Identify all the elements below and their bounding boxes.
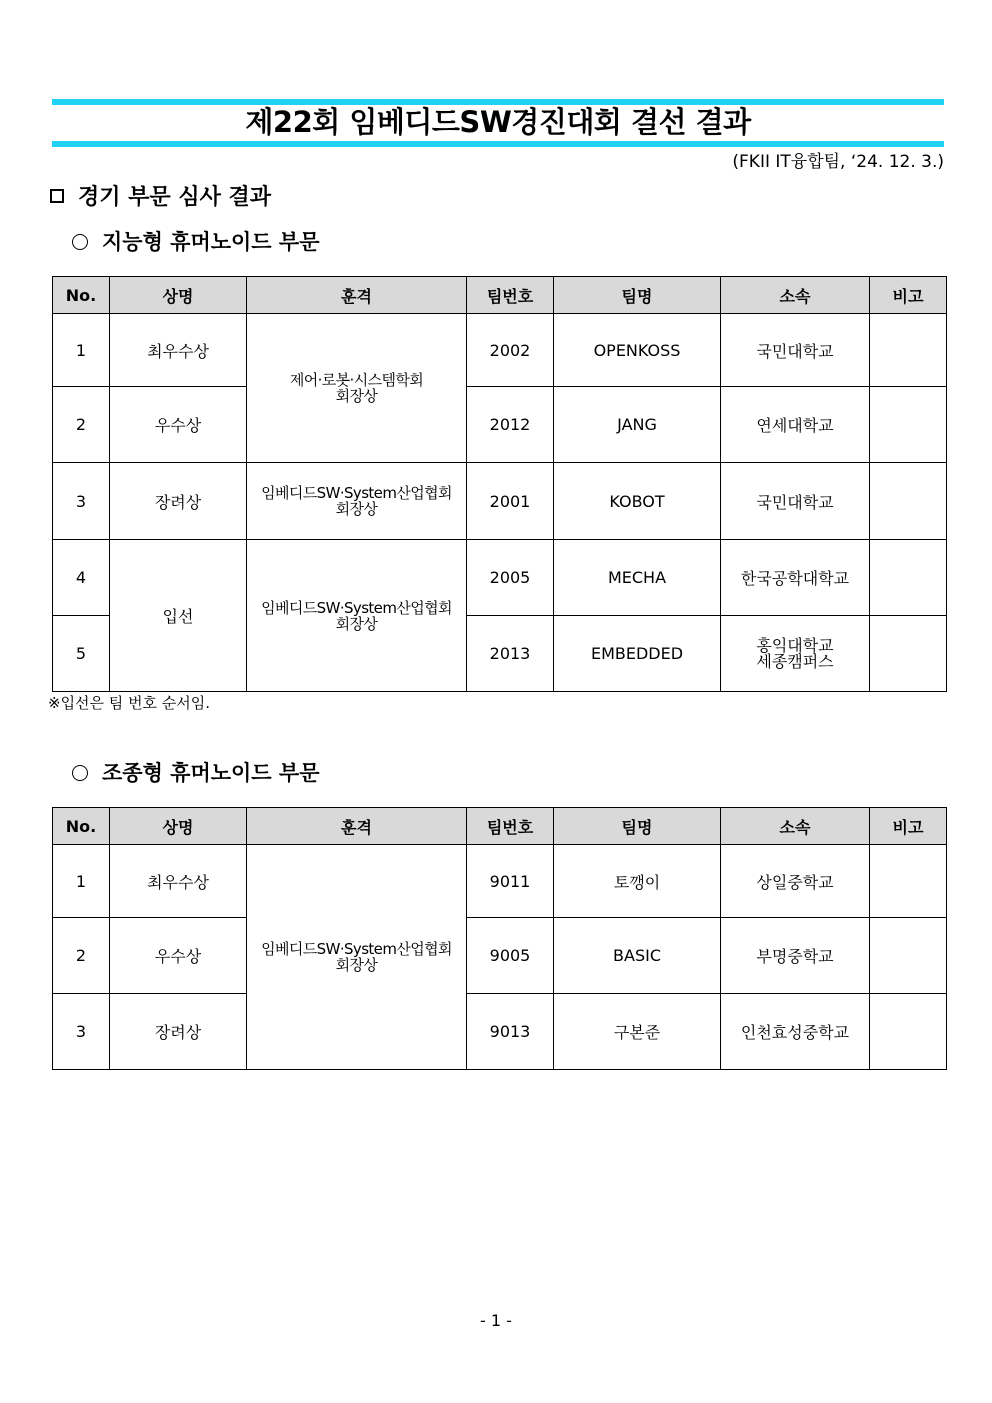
- table-row: [53, 845, 947, 918]
- table-header-row: [53, 808, 947, 845]
- piloted-results-table: [52, 807, 947, 1070]
- header-team-name: 팀명: [554, 808, 721, 845]
- cell-no: 1: [53, 314, 110, 387]
- cell-no: 5: [53, 616, 110, 692]
- intelligent-results-table: [52, 276, 947, 692]
- table-row: [53, 994, 947, 1070]
- header-award-title: 훈격: [247, 808, 467, 845]
- header-award-title: 훈격: [247, 277, 467, 314]
- page-number: - 1 -: [480, 1311, 512, 1330]
- cell-remark: [870, 845, 947, 918]
- cell-team-no: 2002: [467, 314, 554, 387]
- circle-bullet-icon: [72, 234, 88, 250]
- header-team-no: 팀번호: [467, 808, 554, 845]
- award-title-line2: 회장상: [335, 387, 378, 405]
- table-row: [53, 918, 947, 994]
- award-title-line1: 제어·로봇·시스템학회: [289, 371, 424, 389]
- header-award-name: 상명: [110, 277, 247, 314]
- cell-team-name: 구본준: [554, 994, 721, 1070]
- subsection-title: 조종형 휴머노이드 부문: [102, 761, 320, 785]
- cell-award: 최우수상: [110, 845, 247, 918]
- cell-affiliation: 부명중학교: [721, 918, 870, 994]
- cell-team-name: OPENKOSS: [554, 314, 721, 387]
- cell-remark: [870, 314, 947, 387]
- section-title: 경기 부문 심사 결과: [78, 185, 271, 210]
- cell-remark: [870, 994, 947, 1070]
- cell-affiliation: 인천효성중학교: [721, 994, 870, 1070]
- subsection-intelligent: [72, 228, 319, 256]
- page-title: 제22회 임베디드SW경진대회 결선 결과: [245, 105, 751, 139]
- cell-no: 2: [53, 387, 110, 463]
- table-row: [53, 463, 947, 540]
- cell-no: 1: [53, 845, 110, 918]
- table-row: [53, 314, 947, 387]
- cell-remark: [870, 616, 947, 692]
- subsection-title: 지능형 휴머노이드 부문: [102, 230, 320, 254]
- cell-remark: [870, 463, 947, 540]
- header-no: No.: [53, 808, 110, 845]
- cell-affiliation: [721, 616, 870, 692]
- cell-award: 우수상: [110, 918, 247, 994]
- cell-award-title: [247, 314, 467, 463]
- cell-award: 입선: [110, 540, 247, 692]
- cell-award: 장려상: [110, 463, 247, 540]
- footnote: ※입선은 팀 번호 순서임.: [48, 694, 211, 712]
- table-row: [53, 540, 947, 616]
- award-title-line2: 회장상: [335, 614, 378, 633]
- title-bottom-bar: [52, 141, 944, 147]
- square-bullet-icon: [50, 189, 64, 203]
- cell-team-no: 2005: [467, 540, 554, 616]
- cell-no: 4: [53, 540, 110, 616]
- cell-remark: [870, 918, 947, 994]
- cell-team-name: MECHA: [554, 540, 721, 616]
- header-team-no: 팀번호: [467, 277, 554, 314]
- award-title-line2: 회장상: [335, 956, 378, 974]
- table-header-row: [53, 277, 947, 314]
- cell-team-name: EMBEDDED: [554, 616, 721, 692]
- header-affiliation: 소속: [721, 277, 870, 314]
- award-title-line2: 회장상: [335, 500, 378, 518]
- cell-award-title: [247, 540, 467, 692]
- section-heading: [50, 183, 271, 213]
- cell-team-no: 9013: [467, 994, 554, 1070]
- cell-team-name: KOBOT: [554, 463, 721, 540]
- cell-affiliation: 연세대학교: [721, 387, 870, 463]
- cell-award: 최우수상: [110, 314, 247, 387]
- header-affiliation: 소속: [721, 808, 870, 845]
- cell-affiliation: 국민대학교: [721, 314, 870, 387]
- affiliation-line2: 세종캠퍼스: [756, 651, 834, 671]
- cell-affiliation: 국민대학교: [721, 463, 870, 540]
- header-team-name: 팀명: [554, 277, 721, 314]
- cell-award-title: [247, 463, 467, 540]
- org-date: (FKII IT융합팀, ‘24. 12. 3.): [732, 152, 944, 172]
- circle-bullet-icon: [72, 765, 88, 781]
- cell-no: 3: [53, 994, 110, 1070]
- cell-award: 우수상: [110, 387, 247, 463]
- cell-team-no: 2012: [467, 387, 554, 463]
- cell-no: 3: [53, 463, 110, 540]
- subsection-piloted: [72, 759, 319, 787]
- cell-award: 장려상: [110, 994, 247, 1070]
- cell-no: 2: [53, 918, 110, 994]
- header-remark: 비고: [870, 277, 947, 314]
- cell-team-name: BASIC: [554, 918, 721, 994]
- cell-team-no: 9011: [467, 845, 554, 918]
- cell-team-name: 토깽이: [554, 845, 721, 918]
- award-title-line1: 임베디드SW·System산업협회: [261, 598, 452, 617]
- affiliation-line1: 홍익대학교: [756, 635, 834, 655]
- cell-remark: [870, 540, 947, 616]
- cell-affiliation: 상일중학교: [721, 845, 870, 918]
- cell-award-title: [247, 845, 467, 1070]
- award-title-line1: 임베디드SW·System산업협회: [261, 484, 452, 502]
- cell-team-no: 2013: [467, 616, 554, 692]
- header-no: No.: [53, 277, 110, 314]
- header-award-name: 상명: [110, 808, 247, 845]
- header-remark: 비고: [870, 808, 947, 845]
- cell-team-name: JANG: [554, 387, 721, 463]
- cell-remark: [870, 387, 947, 463]
- table-row: [53, 387, 947, 463]
- cell-affiliation: 한국공학대학교: [721, 540, 870, 616]
- cell-team-no: 2001: [467, 463, 554, 540]
- cell-team-no: 9005: [467, 918, 554, 994]
- award-title-line1: 임베디드SW·System산업협회: [261, 940, 452, 958]
